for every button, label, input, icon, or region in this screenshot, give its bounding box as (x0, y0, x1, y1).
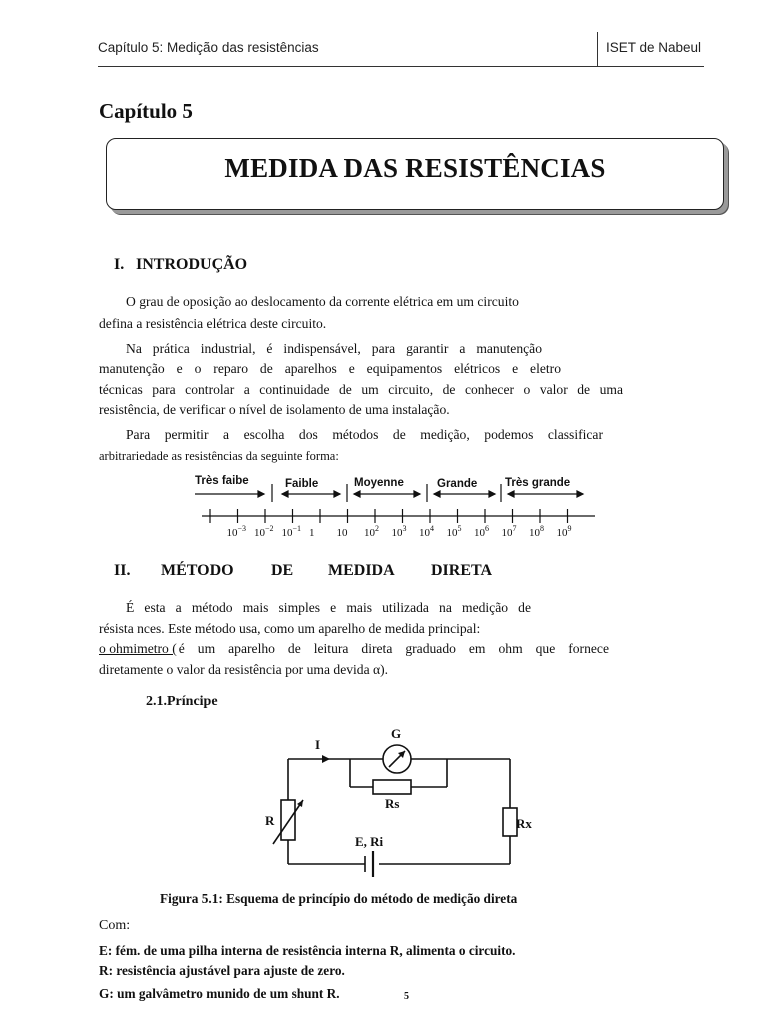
method-paragraph-line-3-rest: é um aparelho de leitura direta graduado em ohm que fornece (178, 641, 609, 656)
source-label: E, Ri (355, 834, 384, 849)
resistance-scale-diagram (190, 470, 640, 545)
scale-category-very-low: Très faibe (195, 475, 249, 487)
method-paragraph-line-4: diretamente o valor da resistência por uma devida α). (99, 662, 389, 677)
current-arrow (322, 755, 330, 763)
legend-item-g: G: um galvâmetro munido de um shunt R. (99, 986, 340, 1001)
scale-tick-label: $10^{-3}$ (226, 524, 247, 539)
section-2-heading-word-1: MÉTODO (161, 562, 234, 579)
method-paragraph-line-1: É esta a método mais simples e mais utilizada na medição de (126, 600, 531, 615)
chapter-label: Capítulo 5 (99, 99, 193, 123)
scale-tick-label: $10^8$ (529, 524, 544, 539)
method-paragraph-line-2: résista nces. Este método usa, como um aparelho de medida principal: (99, 621, 481, 636)
unknown-resistor-label: Rx (516, 816, 532, 831)
title-box (106, 138, 724, 210)
scale-category-very-high: Très grande (505, 477, 571, 489)
variable-resistor (281, 800, 295, 840)
intro-paragraph-3-line-2: arbitrariedade as resistências da seguinte forma: (99, 449, 339, 463)
variable-resistor-label: R (265, 813, 275, 828)
shunt-label: Rs (385, 796, 400, 811)
header-divider (597, 32, 598, 66)
shunt-resistor (373, 780, 411, 794)
intro-paragraph-2-line-1: Na prática industrial, é indispensável, para garantir a manutenção (126, 341, 542, 356)
scale-tick-label: $10^{-1}$ (281, 524, 302, 539)
scale-tick-label: $10^7$ (501, 524, 517, 539)
intro-paragraph-2-line-3: técnicas para controlar a continuidade de um circuito, de conhecer o valor de uma (99, 382, 623, 397)
page-title: MEDIDA DAS RESISTÊNCIAS (224, 153, 606, 183)
intro-paragraph-1-line-2: defina a resistência elétrica deste circuito. (99, 316, 327, 331)
scale-tick-label: 10 (336, 527, 348, 539)
scale-category-low: Faible (285, 478, 319, 490)
legend-intro: Com: (99, 918, 131, 933)
section-1-number: I. (114, 256, 125, 273)
intro-paragraph-2-line-2: manutenção e o reparo de aparelhos e equipamentos elétricos e eletro (99, 361, 561, 376)
scale-tick-label: 1 (309, 527, 315, 539)
section-2-heading-word-2: DE (271, 562, 294, 579)
scale-tick-label: $10^3$ (391, 524, 407, 539)
circuit-diagram (255, 722, 540, 882)
page-number: 5 (404, 991, 409, 1002)
intro-paragraph-2-line-4: resistência, de verificar o nível de isolamento de uma instalação. (99, 402, 450, 417)
scale-tick-label: $10^2$ (364, 524, 379, 539)
scale-category-high: Grande (437, 478, 478, 490)
section-2-heading-word-3: MEDIDA (328, 562, 395, 579)
header-chapter-text: Capítulo 5: Medição das resistências (98, 40, 319, 55)
scale-tick-label: $10^6$ (474, 524, 489, 539)
galvanometer-label: G (391, 726, 402, 741)
figure-caption: Figura 5.1: Esquema de princípio do método de medição direta (160, 891, 518, 906)
current-label: I (315, 737, 321, 752)
scale-tick-label: $10^5$ (446, 524, 462, 539)
principle-subheading: 2.1.Príncipe (146, 694, 218, 709)
intro-paragraph-1-line-1: O grau de oposição ao deslocamento da corrente elétrica em um circuito (126, 294, 519, 309)
scale-tick-label: $10^{-2}$ (254, 524, 274, 539)
unknown-resistor (503, 808, 517, 836)
method-paragraph-line-3 (99, 639, 609, 659)
legend-item-r: R: resistência ajustável para ajuste de zero. (99, 963, 345, 978)
scale-tick-label: $10^4$ (419, 524, 434, 539)
section-2-number: II. (114, 562, 131, 579)
intro-paragraph-3-line-1: Para permitir a escolha dos métodos de medição, podemos classificar (126, 427, 603, 442)
scale-category-medium: Moyenne (354, 477, 404, 489)
header-institution-text: ISET de Nabeul (606, 40, 702, 55)
header-rule (98, 66, 704, 67)
ohmmeter-term: o ohmimetro ( (99, 641, 177, 656)
legend-item-e: E: fém. de uma pilha interna de resistência interna R, alimenta o circuito. (99, 943, 516, 958)
section-1-heading: INTRODUÇÃO (136, 256, 248, 273)
section-2-heading-word-4: DIRETA (431, 562, 493, 579)
scale-tick-label: $10^9$ (556, 524, 572, 539)
